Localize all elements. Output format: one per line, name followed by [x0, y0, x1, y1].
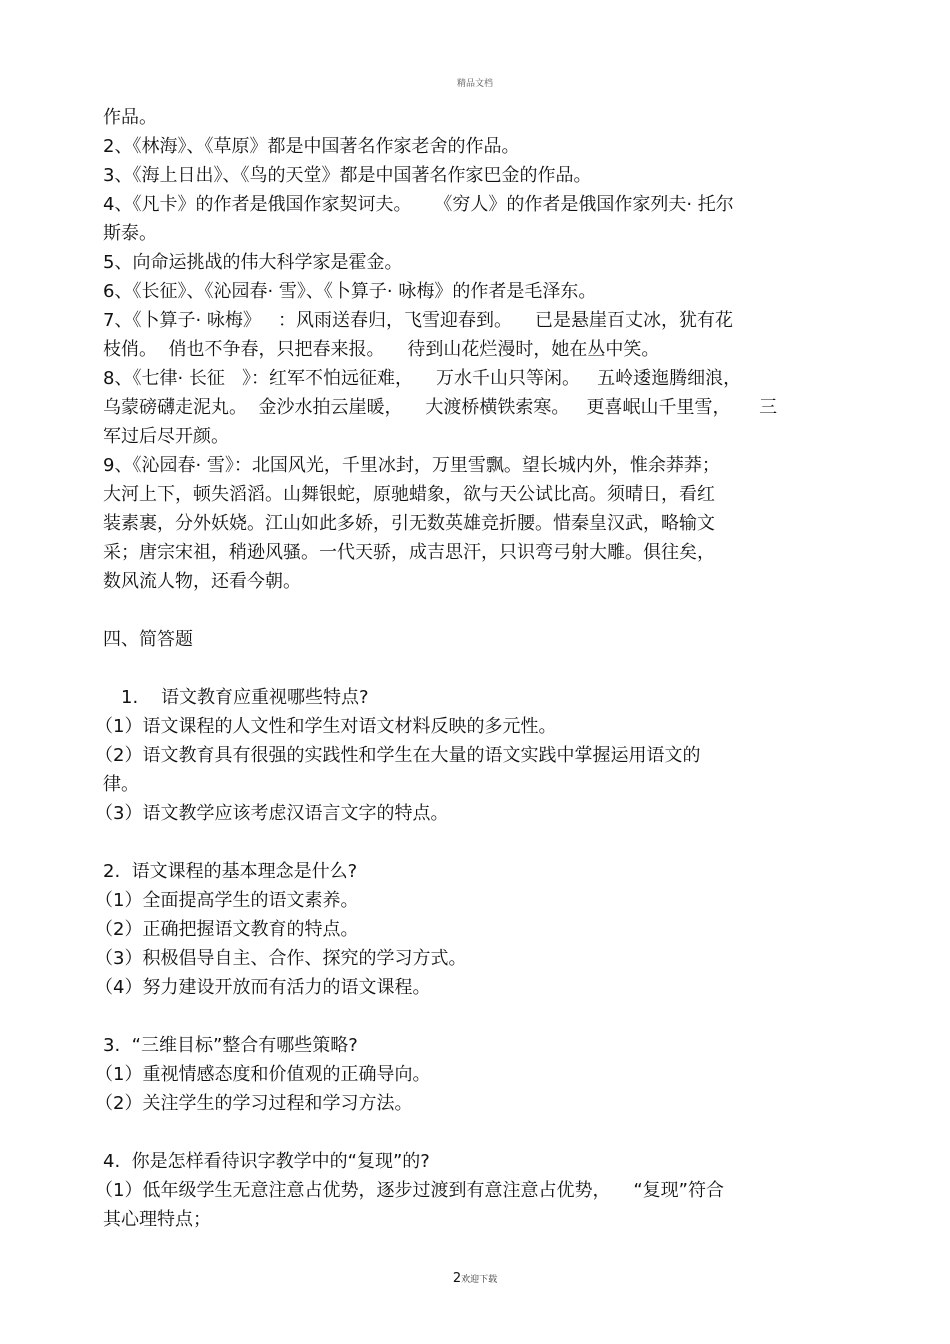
- answer-line: （2）语文教育具有很强的实践性和学生在大量的语文实践中掌握运用语文的: [95, 745, 701, 766]
- question-title: 1. 语文教育应重视哪些特点?: [121, 687, 369, 708]
- text-line: 9、《沁园春· 雪》：北国风光，千里冰封，万里雪飘。望长城内外，惟余莽莽；: [103, 455, 720, 476]
- question-1: [95, 683, 863, 828]
- question-3: [95, 1031, 863, 1118]
- text-line: 5、向命运挑战的伟大科学家是霍金。: [103, 252, 403, 273]
- text-line: 数风流人物，还看今朝。: [103, 571, 301, 592]
- works-section: [103, 103, 863, 596]
- text-line: 斯泰。: [103, 223, 157, 244]
- answer-line: （3）积极倡导自主、合作、探究的学习方式。: [95, 948, 467, 969]
- text-line: 采；唐宗宋祖，稍逊风骚。一代天骄，成吉思汗，只识弯弓射大雕。俱往矣，: [103, 542, 715, 563]
- text-line: 乌蒙磅礴走泥丸。 金沙水拍云崖暖， 大渡桥横铁索寒。 更喜岷山千里雪， 三: [103, 397, 778, 418]
- question-title: 4. 你是怎样看待识字教学中的“复现”的?: [103, 1151, 430, 1172]
- text-line: 枝俏。 俏也不争春，只把春来报。 待到山花烂漫时，她在丛中笑。: [103, 339, 660, 360]
- answer-line: （1）语文课程的人文性和学生对语文材料反映的多元性。: [95, 716, 557, 737]
- text-line: 2、《林海》、《草原》都是中国著名作家老舍的作品。: [103, 136, 520, 157]
- answer-line: （1）全面提高学生的语文素养。: [95, 890, 359, 911]
- answer-line: （3）语文教学应该考虑汉语言文字的特点。: [95, 803, 449, 824]
- answer-line: （1）重视情感态度和价值观的正确导向。: [95, 1064, 431, 1085]
- footer-text: 欢迎下载: [461, 1275, 498, 1285]
- text-line: 6、《长征》、《沁园春· 雪》、《卜算子· 咏梅》的作者是毛泽东。: [103, 281, 597, 302]
- text-line: 大河上下，顿失滔滔。山舞银蛇，原驰蜡象，欲与天公试比高。须晴日，看红: [103, 484, 715, 505]
- question-2: [95, 857, 863, 1002]
- question-title: 2. 语文课程的基本理念是什么?: [103, 861, 358, 882]
- document-body: [95, 103, 863, 1234]
- page-header: 精品文档: [456, 79, 493, 89]
- question-title: 3. “三维目标”整合有哪些策略?: [103, 1035, 358, 1056]
- answer-line: （2）关注学生的学习过程和学习方法。: [95, 1093, 413, 1114]
- answer-line: 律。: [103, 774, 139, 795]
- text-line: 4、《凡卡》的作者是俄国作家契诃夫。 《穷人》的作者是俄国作家列夫· 托尔: [103, 194, 734, 215]
- answer-line: （2）正确把握语文教育的特点。: [95, 919, 359, 940]
- page-number: 2: [452, 1271, 462, 1286]
- question-4: [95, 1147, 863, 1234]
- answer-line: （4）努力建设开放而有活力的语文课程。: [95, 977, 431, 998]
- page-footer: [0, 1271, 950, 1286]
- text-line: 8、《七律· 长征 》：红军不怕远征难， 万水千山只等闲。 五岭逶迤腾细浪，: [103, 368, 742, 389]
- text-line: 7、《卜算子· 咏梅》 ：风雨送春归，飞雪迎春到。 已是悬崖百丈冰，犹有花: [103, 310, 733, 331]
- text-line: 装素裹，分外妖娆。江山如此多娇，引无数英雄竞折腰。惜秦皇汉武，略输文: [103, 513, 715, 534]
- answer-line: （1）低年级学生无意注意占优势，逐步过渡到有意注意占优势， “复现”符合: [95, 1180, 724, 1201]
- text-line: 3、《海上日出》、《鸟的天堂》都是中国著名作家巴金的作品。: [103, 165, 592, 186]
- section-title: 四、简答题: [103, 629, 193, 650]
- text-line: 作品。: [103, 107, 157, 128]
- text-line: 军过后尽开颜。: [103, 426, 229, 447]
- answer-line: 其心理特点；: [103, 1209, 211, 1230]
